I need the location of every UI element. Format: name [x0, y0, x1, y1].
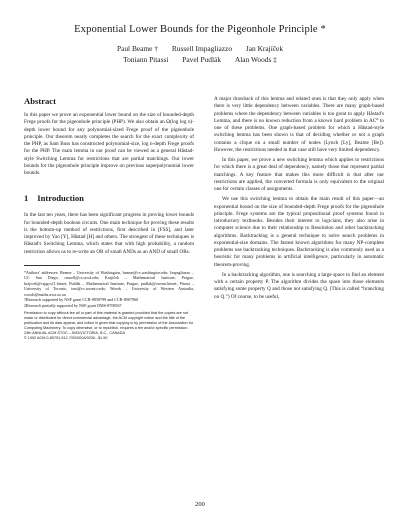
- author-row-1: [0, 43, 400, 54]
- body-paragraph: A major drawback of this lemma and related ones is that they only apply when there is very little dependency between variables. There are many graph-based problems where the dependency between variables is too great to apply Håstad's Lemma, and there is no known reduction from a known hard problem in AC⁰ to one of these problems. One graph-based problem for which a Håstad-style switching lemma has been shown is that of deciding whether or not a graph contains a clique on a small number of nodes (Lynch [Ly], Beame [Be]). However, the restrictions needed in that case still have very limited dependency.: [214, 96, 384, 153]
- body-paragraph: In this paper, we prove a new switching lemma which applies to restrictions for which there is a great deal of dependency, namely those that represent partial matchings. A key feature that makes this more difficult is that after our restrictions are applied, the converted formula is only equivalent to the original one for certain classes of assignments.: [214, 157, 384, 192]
- section-number: 1: [24, 193, 29, 204]
- author-name: Toniann Pitassi: [123, 55, 169, 64]
- page-number: 200: [195, 501, 205, 508]
- footnote-grant-2: ‡Research partially supported by NSF grant DMS-8708567: [24, 303, 122, 309]
- footnote-grant-1: †Research supported by NSF grant CCR-8858799 and CCR-8907960: [24, 297, 139, 303]
- section-heading: [24, 193, 194, 203]
- body-paragraph: We use this switching lemma to obtain the main result of this paper—an exponential bound on the size of bounded-depth Frege proofs for the pigeonhole principle. Frege systems are the typical propositional proof systems found in introductory textbooks. Besides their interest to logicians, they also arise in computer science due to their relationship to Resolution and other backtracking algorithms. Backtracking is a general technique to solve search problems in exponential-size domains. The fastest known algorithms for many NP-complete problems use backtracking techniques. Backtracking is also commonly used as a heuristic for many problems in artificial intelligence, particularly in automatic theorem-proving.: [214, 196, 384, 268]
- footnote-addresses: *Authors' addresses: Beame – University of Washington, beame@cs.washington.edu; Impagliazzo – UC San Diego, russell@cs.ucsd.edu; Krajíček – Mathematical Institute, Prague, krajicek@cspgcs11.bitnet; Pudlák – Mathematical Institute, Prague, pudlak@csearn.bitnet; Pitassi – University of Toronto, toni@cs.toronto.edu; Woods – University of Western Australia, woods@maths.uwa.oz.au: [24, 269, 194, 297]
- author-name: Paul Beame †: [116, 44, 159, 53]
- author-row-2: [0, 54, 400, 65]
- right-column: [214, 96, 384, 301]
- author-name: Russell Impagliazzo: [171, 44, 233, 53]
- intro-text: In the last ten years, there has been significant progress in proving lower bounds for bounded-depth boolean circuits. One main technique for proving these results is the bottom-up method of restrictions, first described in [FSS], and later improved by Yao [Y], Håstad [H] and others. The strongest of these techniques is Håstad's Switching Lemma, which states that with high probability, a random restriction allows us to re-write an OR of small ANDs as an AND of small ORs.: [24, 212, 194, 255]
- body-paragraph: In a backtracking algorithm, one is searching a large space to find an element with a certain property P. The algorithm divides the space into those elements satisfying some property Q and those not satisfying Q. (This is called “branching on Q.”) Of course, to be useful,: [214, 271, 384, 300]
- copyright-permission: Permission to copy without fee all or part of this material is granted provided that the copies are not made or distributed for direct commercial advantage, the ACM copyright notice and the title of the publication and its date appear, and notice is given that copying is by permission of the Association for Computing Machinery. To copy otherwise, or to republish, requires a fee and/or specific permission.: [24, 310, 194, 330]
- footnote-divider: [24, 265, 80, 266]
- abstract-heading: Abstract: [24, 96, 56, 106]
- left-column: [24, 96, 194, 341]
- footnotes: [24, 270, 194, 309]
- copyright-notice: [24, 311, 194, 342]
- paper-title: Exponential Lower Bounds for the Pigeonhole Principle *: [74, 24, 326, 35]
- section-title-text: Introduction: [37, 193, 84, 204]
- abstract-text: In this paper we prove an exponential lower bound on the size of bounded-depth Frege proofs for the pigeonhole principle (PHP). We also obtain an Ω(log log n)-depth lower bound for any polynomial-sized Frege proof of the pigeonhole principle. Our theorem nearly completes the search for the exact complexity of the PHP, as Sam Buss has constructed polynomial-size, log n-depth Frege proofs for the PHP. The main lemma in our proof can be viewed as a general Håstad-style Switching Lemma for restrictions that are partial matchings. Our lower bounds for the pigeonhole principle improve on previous superpolynomial lower bounds.: [24, 112, 194, 176]
- author-name: Pavel Pudlák: [182, 55, 222, 64]
- author-name: Jan Krajíček: [245, 44, 284, 53]
- copyright-conference: 24th ANNUAL ACM STOC – 5/92/VICTORIA, B.C., CANADA: [24, 330, 126, 335]
- author-block: [0, 43, 400, 65]
- copyright-line: © 1992 ACM 0-89791-512-7/92/0004/0200...$1.50: [24, 336, 108, 341]
- author-name: Alan Woods ‡: [234, 55, 277, 64]
